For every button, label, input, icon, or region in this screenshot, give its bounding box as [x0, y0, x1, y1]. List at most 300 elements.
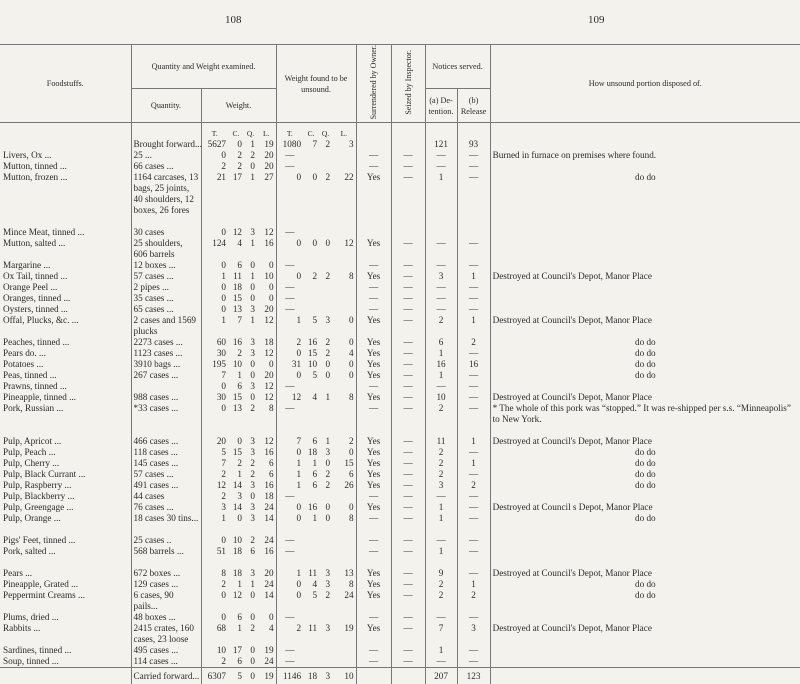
row-weight-t: 10: [201, 645, 228, 656]
row-foodstuff: Mutton, salted ...: [3, 238, 66, 249]
row-unsound-t: 0: [276, 238, 303, 260]
row-surrendered: Yes: [356, 359, 391, 370]
row-unsound-t: —: [276, 260, 303, 271]
row-foodstuff: Pulp, Peach ...: [3, 447, 56, 458]
row-quantity: 1164 carcases, 13 bags, 25 joints, 40 shoulders, 12 boxes, 26 fores: [131, 172, 201, 227]
row-quantity: 129 cases ...: [131, 579, 201, 590]
row-quantity: 3910 bags ...: [131, 359, 201, 370]
row-seized: —: [391, 535, 425, 546]
table-row: [0, 392, 800, 403]
table-row: [0, 590, 800, 612]
row-surrendered: Yes: [356, 271, 391, 282]
row-weight-c: 13: [232, 304, 242, 315]
row-unsound-l: [332, 546, 356, 568]
row-unsound-t: —: [276, 491, 303, 502]
row-unsound-l: 4: [348, 348, 354, 359]
row-weight-l: 0: [268, 359, 274, 370]
row-quantity: 466 cases ...: [131, 436, 201, 447]
row-weight-c: 2: [237, 150, 242, 161]
row-unsound-c: 15: [307, 348, 318, 359]
row-weight-c: 4: [237, 238, 242, 249]
row-release: —: [457, 469, 490, 480]
row-seized: —: [391, 172, 425, 227]
cf-seized: [391, 668, 425, 684]
row-detention: 2: [425, 315, 457, 337]
row-release: 3: [457, 623, 490, 645]
row-unsound-l: 24: [344, 590, 354, 601]
row-disposal: do do: [490, 337, 800, 348]
row-unsound-c: 6: [312, 480, 318, 491]
row-quantity: 65 cases ...: [131, 304, 201, 315]
row-unsound-q: [319, 304, 332, 315]
row-unsound-l: 8: [348, 579, 354, 590]
row-disposal: * The whole of this pork was “stopped.” It was re-shipped per s.s. “Minneapolis” to New York.: [490, 403, 800, 436]
row-foodstuff: Pulp, Greengage ...: [3, 502, 74, 513]
header-disposed: How unsound portion disposed of.: [490, 45, 800, 123]
header-seized: Seized by Inspector.: [403, 49, 413, 115]
row-weight-t: 2: [201, 579, 228, 590]
row-foodstuff: Mutton, frozen ...: [3, 172, 68, 183]
row-detention: 16: [425, 359, 457, 370]
row-disposal: [490, 612, 800, 623]
row-unsound-q: [319, 150, 332, 161]
row-unsound-c: 4: [312, 579, 318, 590]
row-seized: —: [391, 656, 425, 668]
row-release: —: [457, 238, 490, 260]
row-foodstuff: Pork, salted ...: [3, 546, 56, 557]
row-surrendered: —: [356, 293, 391, 304]
row-seized: —: [391, 546, 425, 568]
row-weight-q: 0: [250, 359, 255, 370]
carried-forward-row: [0, 668, 800, 684]
table-row: [0, 337, 800, 348]
row-unsound-t: —: [276, 227, 303, 238]
cf-unsound-l: 10: [332, 668, 356, 684]
row-detention: 1: [425, 502, 457, 513]
row-detention: —: [425, 656, 457, 668]
cf-weight-c: 5: [228, 668, 244, 684]
row-weight-q: 0: [250, 161, 255, 172]
row-disposal: [490, 656, 800, 668]
row-release: —: [457, 370, 490, 381]
row-foodstuff: Pigs' Feet, tinned ...: [3, 535, 76, 546]
table-row: [0, 579, 800, 590]
row-weight-q: 1: [250, 271, 255, 282]
table-row: [0, 172, 800, 227]
row-detention: 2: [425, 403, 457, 436]
row-foodstuff: Orange Peel ...: [3, 282, 58, 293]
row-disposal: do do: [490, 579, 800, 590]
row-foodstuff: Potatoes ...: [3, 359, 44, 370]
row-unsound-c: [303, 491, 319, 502]
row-seized: —: [391, 282, 425, 293]
row-release: —: [457, 491, 490, 502]
bf-detention: 121: [425, 139, 457, 150]
table-row: [0, 612, 800, 623]
row-disposal: do do: [490, 480, 800, 491]
row-surrendered: —: [356, 656, 391, 668]
row-quantity: 18 cases 30 tins...: [131, 513, 201, 535]
header-notices: Notices served.: [425, 45, 490, 89]
row-release: —: [457, 568, 490, 579]
row-unsound-t: 0: [276, 348, 303, 359]
row-weight-q: 0: [250, 260, 255, 271]
row-unsound-q: 0: [325, 359, 331, 370]
row-unsound-q: 3: [325, 315, 331, 326]
row-weight-l: 27: [264, 172, 274, 183]
row-unsound-q: [319, 282, 332, 293]
row-weight-q: 0: [250, 590, 255, 601]
cf-unsound-c: 18: [303, 668, 319, 684]
row-surrendered: —: [356, 491, 391, 502]
unsound-food-table: [0, 44, 800, 684]
row-unsound-l: [332, 282, 356, 293]
row-weight-c: 1: [237, 469, 242, 480]
row-release: —: [457, 612, 490, 623]
row-weight-q: 6: [250, 546, 255, 557]
row-unsound-c: [303, 161, 319, 172]
row-surrendered: [356, 227, 391, 238]
row-weight-t: 0: [201, 381, 228, 392]
row-quantity: 118 cases ...: [131, 447, 201, 458]
row-unsound-c: 10: [307, 359, 318, 370]
row-unsound-l: 2: [348, 436, 354, 447]
row-disposal: do do: [490, 370, 800, 381]
row-weight-c: 1: [237, 579, 242, 590]
row-weight-t: 1: [201, 271, 228, 282]
row-unsound-l: 0: [348, 337, 354, 348]
row-release: —: [457, 293, 490, 304]
row-unsound-t: —: [276, 293, 303, 304]
row-weight-c: 12: [232, 227, 242, 238]
unit-label: T.: [201, 123, 228, 140]
row-weight-l: 12: [264, 315, 274, 326]
row-weight-c: 2: [237, 161, 242, 172]
row-unsound-t: —: [276, 161, 303, 172]
table-row: [0, 315, 800, 337]
table-row: [0, 238, 800, 260]
row-weight-t: 0: [201, 150, 228, 161]
row-surrendered: Yes: [356, 315, 391, 337]
row-unsound-t: —: [276, 150, 303, 161]
unit-label: C.: [232, 129, 240, 139]
row-seized: —: [391, 381, 425, 392]
row-foodstuff: Rabbits ...: [3, 623, 41, 634]
row-detention: 10: [425, 392, 457, 403]
row-detention: [425, 227, 457, 238]
row-weight-t: 124: [201, 238, 228, 260]
row-detention: 9: [425, 568, 457, 579]
row-weight-q: 0: [250, 293, 255, 304]
row-unsound-t: 7: [276, 436, 303, 447]
row-seized: —: [391, 161, 425, 172]
row-release: —: [457, 645, 490, 656]
row-weight-c: 18: [232, 282, 242, 293]
bf-weight-l: 19: [264, 139, 274, 150]
row-weight-l: 24: [264, 502, 274, 513]
row-unsound-l: [332, 535, 356, 546]
row-unsound-q: [319, 403, 332, 436]
row-disposal: [490, 293, 800, 304]
row-weight-c: 14: [232, 502, 242, 513]
row-unsound-c: 1: [312, 513, 318, 524]
row-quantity: 2 pipes ...: [131, 282, 201, 293]
row-disposal: Destroyed at Council's Depot, Manor Place: [490, 315, 800, 337]
row-detention: —: [425, 381, 457, 392]
row-seized: —: [391, 623, 425, 645]
row-disposal: do do: [490, 513, 800, 535]
row-quantity: 35 cases ...: [131, 293, 201, 304]
row-unsound-l: 0: [348, 447, 354, 458]
table-row: [0, 348, 800, 359]
row-weight-t: 0: [201, 590, 228, 612]
row-surrendered: —: [356, 161, 391, 172]
row-foodstuff: Pulp, Orange ...: [3, 513, 61, 524]
row-seized: —: [391, 436, 425, 447]
table-row: [0, 293, 800, 304]
cf-weight-t: 6307: [201, 668, 228, 684]
row-weight-c: 14: [232, 480, 242, 491]
row-release: —: [457, 513, 490, 535]
row-unsound-c: 0: [312, 238, 318, 249]
row-foodstuff: Pulp, Blackberry ...: [3, 491, 75, 502]
row-weight-l: 8: [268, 403, 274, 414]
row-surrendered: —: [356, 150, 391, 161]
row-disposal: Destroyed at Council's Depot, Manor Place: [490, 271, 800, 282]
row-foodstuff: Oysters, tinned ...: [3, 304, 68, 315]
row-foodstuff: Offal, Plucks, &c. ...: [3, 315, 79, 326]
row-unsound-c: 5: [312, 590, 318, 601]
row-weight-t: 2: [201, 161, 228, 172]
row-detention: —: [425, 612, 457, 623]
row-quantity: 495 cases ...: [131, 645, 201, 656]
row-unsound-c: 5: [312, 315, 318, 326]
row-seized: —: [391, 359, 425, 370]
row-unsound-q: 0: [325, 370, 331, 381]
row-unsound-t: 0: [276, 590, 303, 612]
row-seized: —: [391, 403, 425, 436]
row-weight-c: 0: [237, 436, 242, 447]
row-detention: 1: [425, 513, 457, 535]
row-weight-c: 15: [232, 392, 242, 403]
row-foodstuff: Prawns, tinned ...: [3, 381, 67, 392]
row-foodstuff: Sardines, tinned ...: [3, 645, 72, 656]
row-weight-c: 0: [237, 513, 242, 524]
row-release: —: [457, 150, 490, 161]
row-surrendered: Yes: [356, 370, 391, 381]
row-release: —: [457, 348, 490, 359]
table-row: [0, 469, 800, 480]
row-weight-q: 3: [250, 568, 255, 579]
row-weight-q: 2: [250, 150, 255, 161]
row-unsound-c: 18: [307, 447, 318, 458]
row-surrendered: —: [356, 403, 391, 436]
row-quantity: 25 ...: [131, 150, 201, 161]
header-weight-unsound: Weight found to be unsound.: [276, 45, 356, 123]
row-quantity: 25 shoulders, 606 barrels: [131, 238, 201, 260]
row-weight-t: 30: [201, 348, 228, 359]
row-weight-t: 20: [201, 436, 228, 447]
row-disposal: do do: [490, 359, 800, 370]
row-unsound-q: [319, 161, 332, 172]
row-unsound-l: [332, 656, 356, 668]
row-weight-q: 0: [250, 370, 255, 381]
row-surrendered: Yes: [356, 348, 391, 359]
table-row: [0, 150, 800, 161]
row-seized: —: [391, 645, 425, 656]
row-unsound-q: 2: [325, 348, 331, 359]
row-quantity: 44 cases: [131, 491, 201, 502]
row-seized: —: [391, 370, 425, 381]
row-unsound-t: 0: [276, 172, 303, 227]
row-unsound-t: —: [276, 656, 303, 668]
row-weight-q: 0: [250, 491, 255, 502]
row-unsound-c: [303, 381, 319, 392]
row-seized: [391, 227, 425, 238]
header-surrendered: Surrendered by Owner.: [369, 45, 379, 120]
table-row: [0, 447, 800, 458]
row-seized: —: [391, 469, 425, 480]
row-unsound-t: 2: [276, 623, 303, 645]
row-disposal: Burned in furnace on premises where found.: [490, 150, 800, 161]
row-detention: —: [425, 238, 457, 260]
row-weight-t: 30: [201, 392, 228, 403]
row-weight-c: 10: [232, 535, 242, 546]
row-weight-c: 15: [232, 293, 242, 304]
row-weight-l: 4: [268, 623, 274, 634]
row-disposal: do do: [490, 172, 800, 227]
row-weight-t: 0: [201, 403, 228, 436]
row-disposal: [490, 238, 800, 260]
row-quantity: 2 cases and 1569 plucks: [131, 315, 201, 337]
row-quantity: 57 cases ...: [131, 271, 201, 282]
row-weight-q: 3: [250, 304, 255, 315]
row-disposal: do do: [490, 469, 800, 480]
row-detention: 6: [425, 337, 457, 348]
row-unsound-l: [332, 645, 356, 656]
table-row: [0, 359, 800, 370]
row-detention: 3: [425, 271, 457, 282]
row-unsound-c: 16: [307, 337, 318, 348]
row-unsound-t: —: [276, 535, 303, 546]
row-release: —: [457, 392, 490, 403]
row-unsound-c: [303, 227, 319, 238]
row-unsound-q: [319, 381, 332, 392]
row-quantity: 76 cases ...: [131, 502, 201, 513]
row-unsound-l: 12: [344, 238, 354, 249]
row-weight-t: 60: [201, 337, 228, 348]
row-weight-t: 1: [201, 513, 228, 535]
row-foodstuff: Soup, tinned ...: [3, 656, 59, 667]
table-row: [0, 645, 800, 656]
row-surrendered: —: [356, 645, 391, 656]
row-foodstuff: Oranges, tinned ...: [3, 293, 71, 304]
row-release: 1: [457, 579, 490, 590]
row-detention: —: [425, 293, 457, 304]
row-foodstuff: Pork, Russian ...: [3, 403, 64, 414]
row-weight-q: 1: [250, 172, 255, 183]
row-weight-t: 2: [201, 469, 228, 480]
row-weight-c: 1: [237, 623, 242, 634]
row-quantity: 145 cases ...: [131, 458, 201, 469]
row-unsound-q: [319, 656, 332, 668]
row-unsound-c: 11: [308, 568, 318, 579]
row-weight-t: 0: [201, 260, 228, 271]
row-release: —: [457, 381, 490, 392]
row-detention: 11: [425, 436, 457, 447]
row-weight-c: 10: [232, 359, 242, 370]
row-weight-l: 14: [264, 513, 274, 524]
row-weight-l: 20: [264, 150, 274, 161]
row-foodstuff: Margarine ...: [3, 260, 51, 271]
row-unsound-q: [319, 546, 332, 568]
row-surrendered: —: [356, 535, 391, 546]
table-row: [0, 513, 800, 535]
row-unsound-l: [332, 403, 356, 436]
row-unsound-t: —: [276, 645, 303, 656]
row-disposal: do do: [490, 590, 800, 612]
table-row: [0, 271, 800, 282]
row-disposal: [490, 491, 800, 502]
row-release: —: [457, 304, 490, 315]
row-weight-q: 2: [250, 403, 255, 414]
row-weight-l: 20: [264, 304, 274, 315]
row-release: 16: [457, 359, 490, 370]
row-surrendered: Yes: [356, 337, 391, 348]
table-row: [0, 502, 800, 513]
row-release: —: [457, 172, 490, 227]
row-foodstuff: Mince Meat, tinned ...: [3, 227, 85, 238]
row-unsound-q: 3: [325, 447, 331, 458]
table-row: [0, 546, 800, 568]
row-seized: —: [391, 304, 425, 315]
row-seized: —: [391, 447, 425, 458]
row-weight-l: 16: [264, 238, 274, 249]
row-weight-t: 3: [201, 502, 228, 513]
row-weight-c: 6: [237, 656, 242, 667]
row-unsound-c: [303, 403, 319, 436]
row-weight-c: 6: [237, 260, 242, 271]
row-release: 2: [457, 590, 490, 612]
bf-unsound-q: 2: [325, 139, 331, 150]
row-unsound-t: 0: [276, 513, 303, 535]
row-surrendered: Yes: [356, 568, 391, 579]
row-detention: —: [425, 161, 457, 172]
row-unsound-q: 0: [325, 502, 331, 513]
row-weight-q: 3: [250, 447, 255, 458]
row-unsound-t: 1: [276, 568, 303, 579]
row-unsound-l: 0: [348, 370, 354, 381]
row-weight-q: 0: [250, 612, 255, 623]
row-detention: 1: [425, 546, 457, 568]
row-unsound-l: 26: [344, 480, 354, 491]
row-weight-q: 2: [250, 535, 255, 546]
row-unsound-q: [319, 227, 332, 238]
row-quantity: [131, 381, 201, 392]
row-unsound-c: [303, 304, 319, 315]
row-surrendered: —: [356, 260, 391, 271]
row-unsound-l: 8: [348, 392, 354, 403]
cf-unsound-q: 3: [319, 668, 332, 684]
row-unsound-c: [303, 260, 319, 271]
row-seized: —: [391, 260, 425, 271]
row-unsound-q: 2: [325, 271, 331, 282]
row-weight-q: 0: [250, 282, 255, 293]
unit-label: T.: [276, 123, 303, 140]
cf-disposal: [490, 668, 800, 684]
row-weight-q: 3: [250, 480, 255, 491]
row-weight-c: 11: [233, 271, 242, 282]
